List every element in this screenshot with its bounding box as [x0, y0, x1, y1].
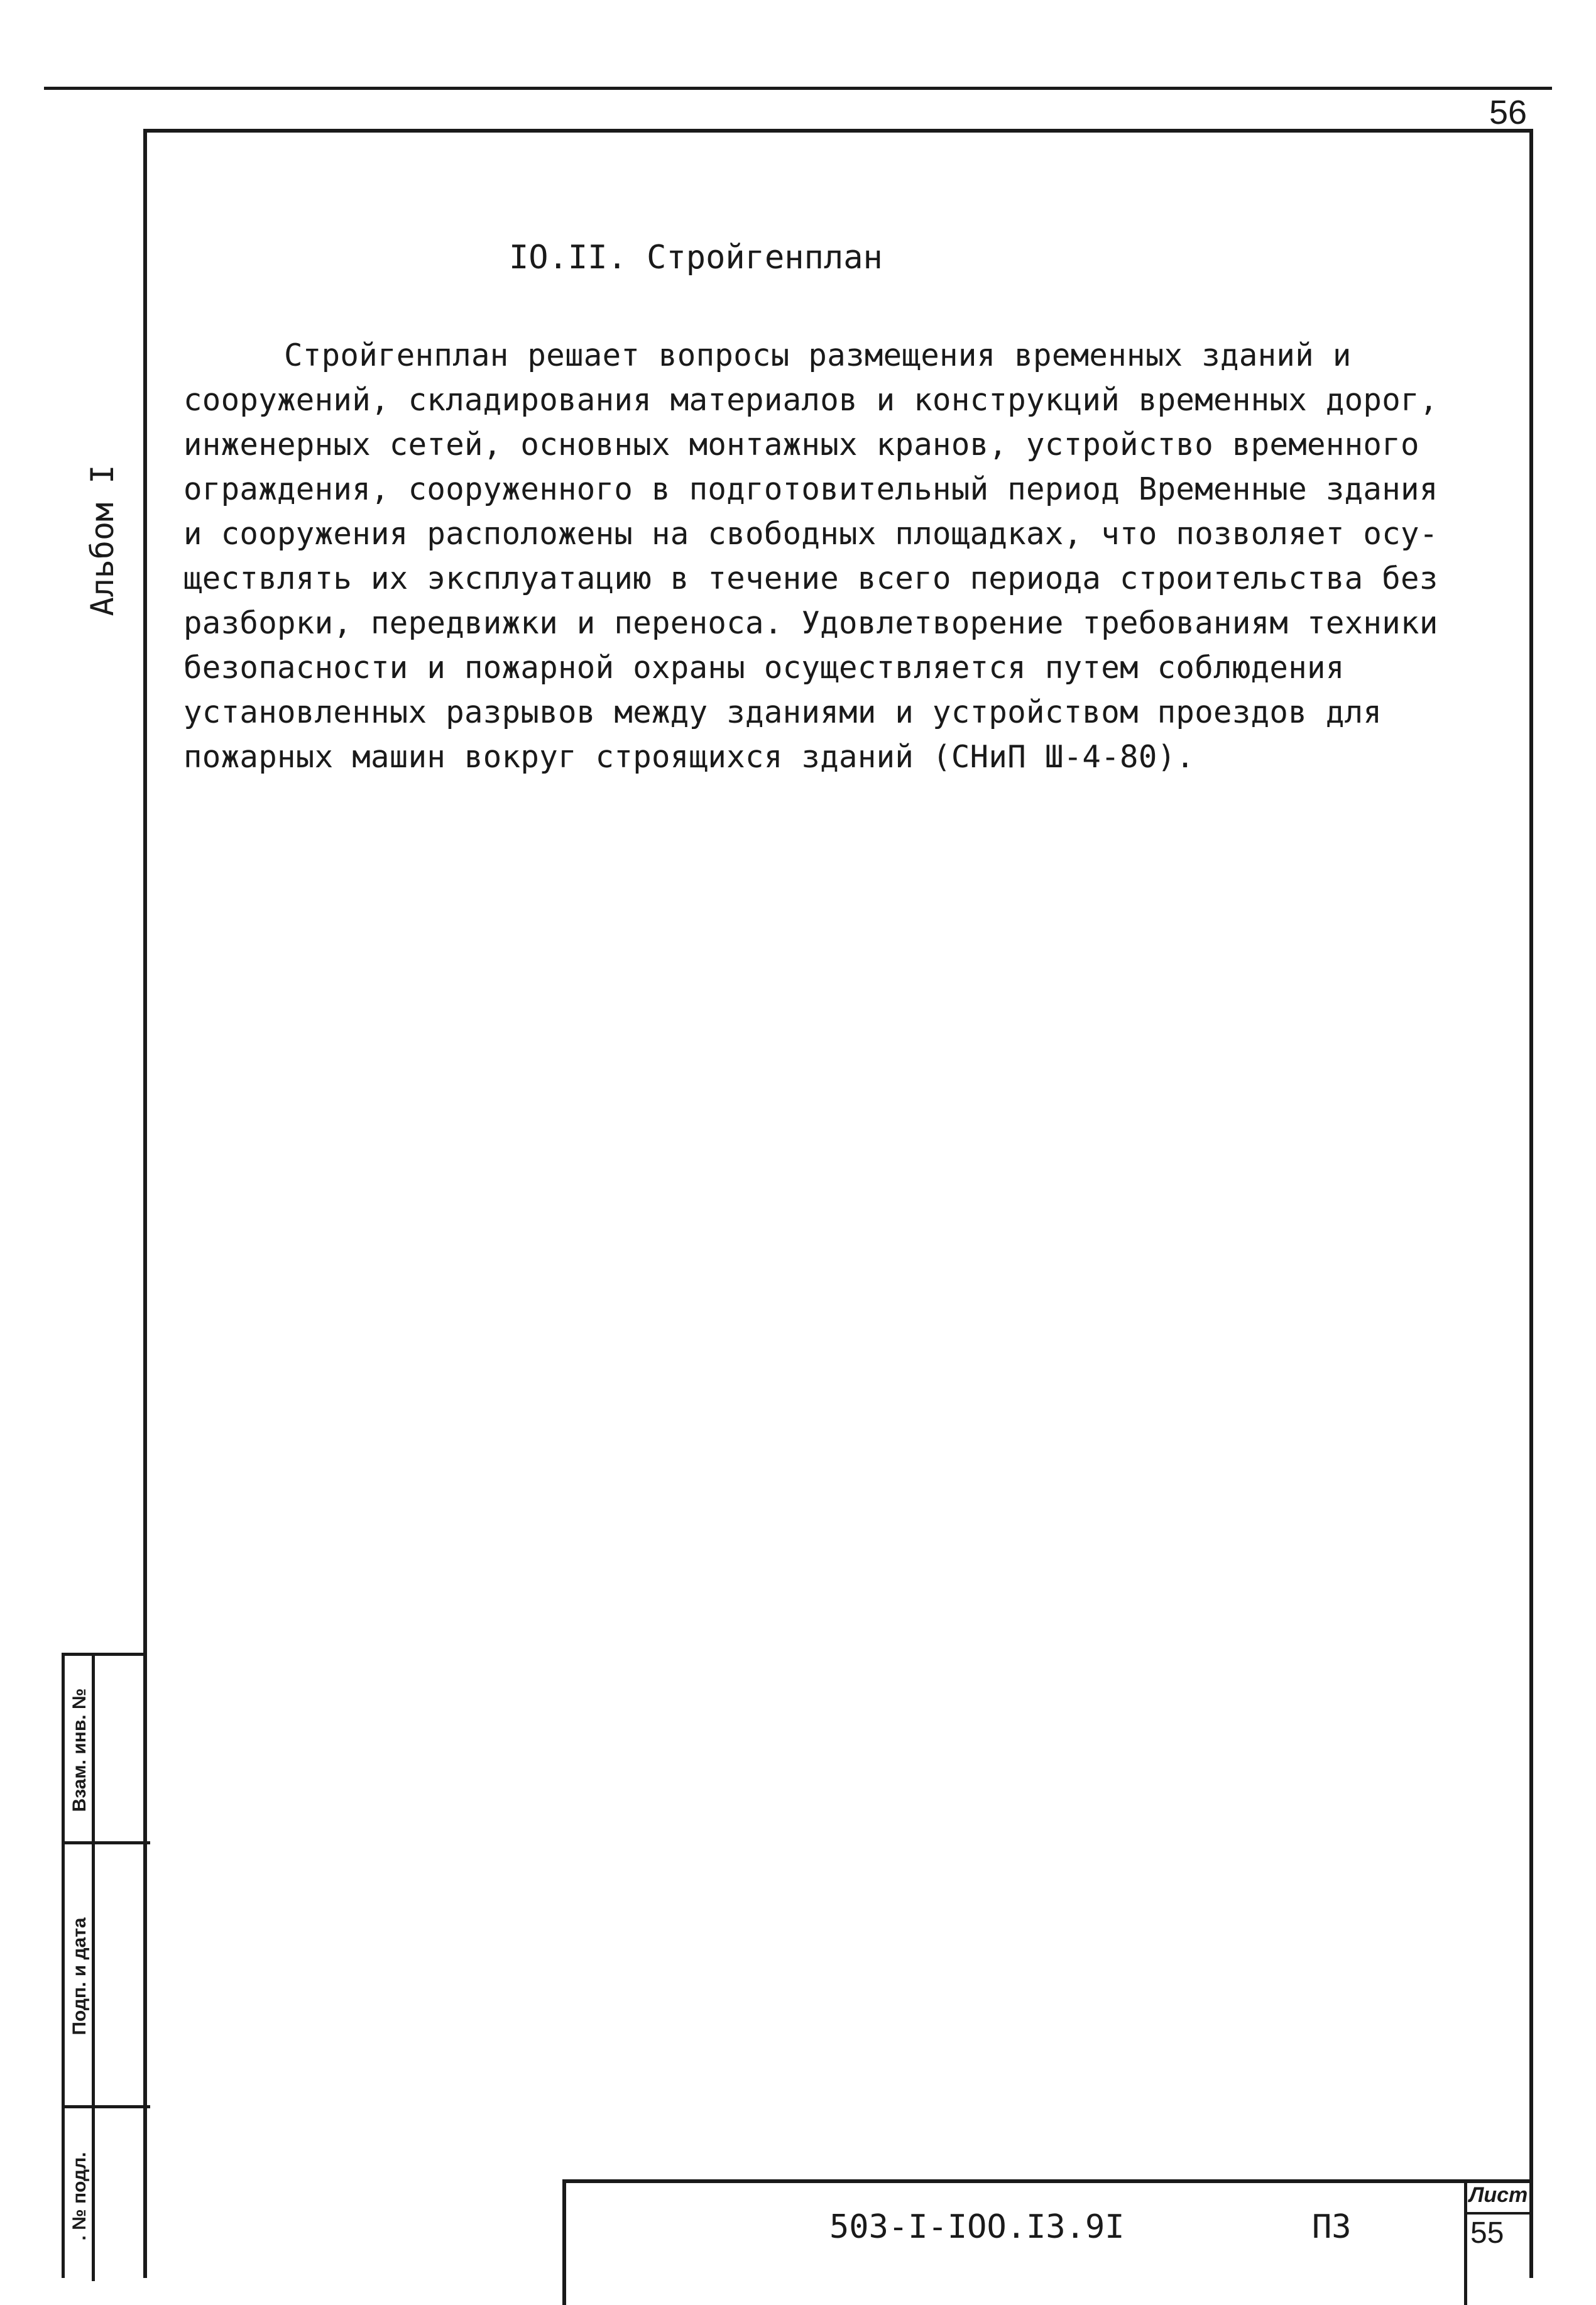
- body-line: и сооружения расположены на свободных площадках, что позволяет осу-: [183, 516, 1438, 552]
- stamp-label-column: [65, 1844, 95, 2105]
- body-line: инженерных сетей, основных монтажных кранов, устройство временного: [183, 427, 1419, 463]
- sheet-label: Лист: [1469, 2183, 1528, 2207]
- stamp-cell-signature: [65, 1844, 150, 2108]
- top-rule: [44, 87, 1552, 90]
- stamp-label-column: [65, 1656, 95, 1841]
- document-code: 503-I-IOO.I3.9I: [829, 2208, 1125, 2246]
- body-line: сооружений, складирования материалов и конструкций временных дорог,: [183, 382, 1438, 418]
- body-line: разборки, передвижки и переноса. Удовлетворение требованиям техники: [183, 605, 1438, 641]
- album-label: Альбом I: [84, 464, 121, 616]
- sheet-number: 55: [1470, 2216, 1504, 2250]
- stamp-label-column: [65, 2108, 95, 2281]
- document-type: ПЗ: [1312, 2208, 1352, 2246]
- stamp-label-signature-date: Подп. и дата: [69, 1917, 90, 2035]
- body-line: пожарных машин вокруг строящихся зданий (СНиП Ш-4-80).: [183, 739, 1195, 775]
- body-line: Стройгенплан решает вопросы размещения временных зданий и: [284, 337, 1352, 373]
- approval-stamp-column: [62, 1653, 147, 2278]
- body-paragraph: [183, 333, 1511, 779]
- body-line: ществлять их эксплуатацию в течение всего периода строительства без: [183, 561, 1438, 596]
- body-line: установленных разрывов между зданиями и устройством проездов для: [183, 694, 1382, 730]
- sheet-divider: [1464, 2212, 1533, 2215]
- page-number: 56: [1489, 94, 1528, 131]
- stamp-label-replacement-inv: Взам. инв. №: [69, 1688, 90, 1812]
- stamp-cell-original: [65, 2108, 150, 2281]
- section-heading: IO.II. Стройгенплан: [509, 239, 883, 276]
- stamp-label-original-inv: . № подл.: [69, 2152, 90, 2241]
- stamp-cell-replacement: [65, 1656, 150, 1844]
- body-line: безопасности и пожарной охраны осуществляется путем соблюдения: [183, 650, 1345, 686]
- body-line: ограждения, сооруженного в подготовительный период Временные здания: [183, 471, 1438, 507]
